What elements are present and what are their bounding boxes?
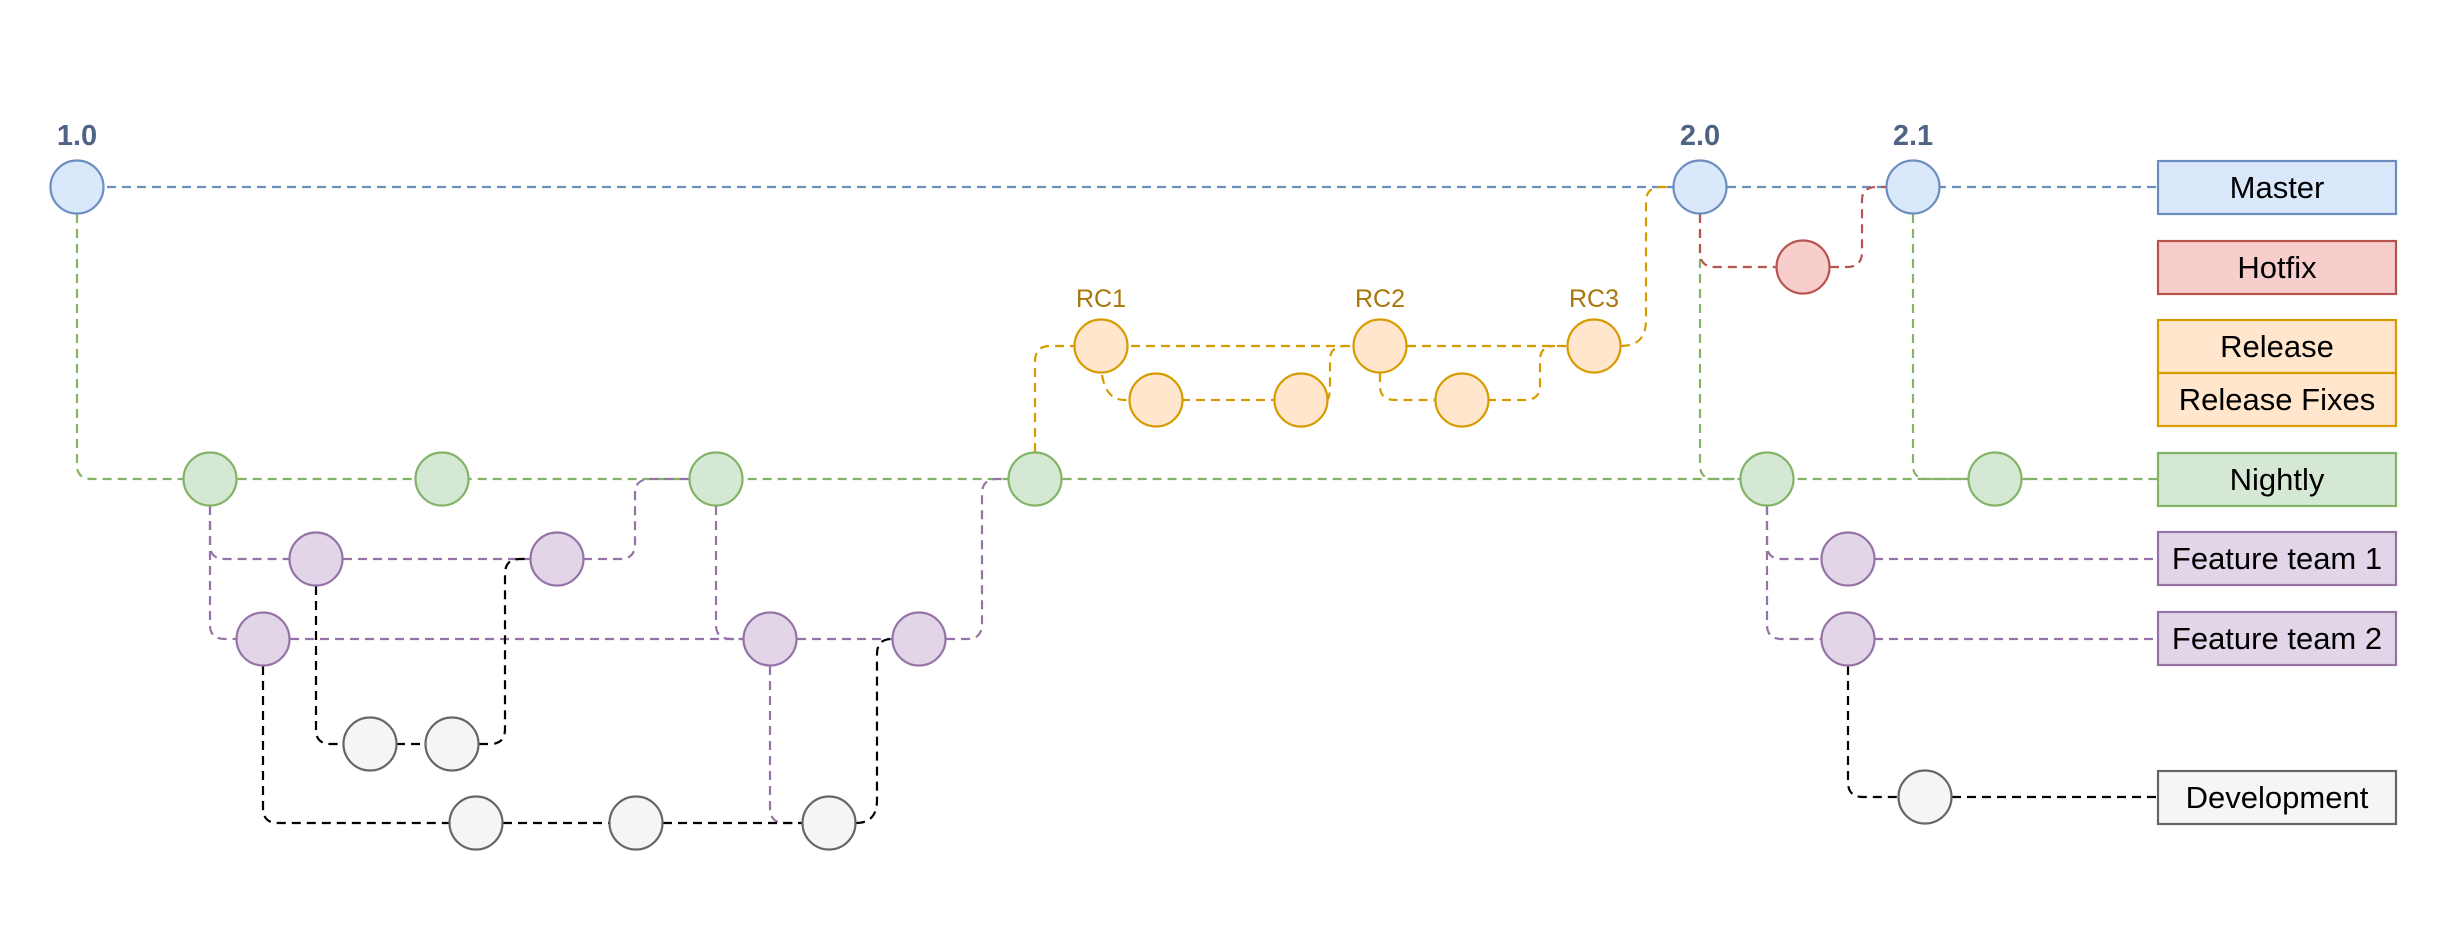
legend-development[interactable]	[2158, 771, 2396, 824]
development-commit[interactable]	[1899, 771, 1952, 824]
hotfix-commit[interactable]	[1777, 241, 1830, 294]
feature-team-2-commit[interactable]	[744, 613, 797, 666]
legend-feature-team-2-label: Feature team 2	[2171, 621, 2383, 656]
feature-team-2-commit[interactable]	[1822, 613, 1875, 666]
version-label-2-0: 2.0	[1679, 120, 1721, 152]
legend-nightly[interactable]	[2158, 453, 2396, 506]
legend-release-fixes-label: Release Fixes	[2178, 382, 2376, 417]
development-commit[interactable]	[344, 718, 397, 771]
nightly-commit[interactable]	[416, 453, 469, 506]
master-commit-1-0[interactable]	[51, 161, 104, 214]
release-to-master-line	[1621, 187, 1673, 346]
nightly-to-feature-team-2-line	[716, 506, 744, 639]
master-commit-2-0[interactable]	[1674, 161, 1727, 214]
legend-development-label: Development	[2185, 780, 2369, 815]
legend-feature-team-1[interactable]	[2158, 532, 2396, 585]
feature-team-1-commit[interactable]	[531, 533, 584, 586]
feature-team-1-commit[interactable]	[1822, 533, 1875, 586]
development-commit[interactable]	[450, 797, 503, 850]
development-commit[interactable]	[610, 797, 663, 850]
v2-0-to-nightly-line	[1700, 214, 1740, 479]
development-line-1	[316, 559, 530, 744]
release-fix-commit[interactable]	[1275, 374, 1328, 427]
nightly-commit[interactable]	[1009, 453, 1062, 506]
feature-team-2-commit[interactable]	[893, 613, 946, 666]
legend-release-fixes[interactable]	[2158, 373, 2396, 426]
commits	[51, 161, 2022, 850]
release-commit-rc2[interactable]	[1354, 320, 1407, 373]
release-commit-rc3[interactable]	[1568, 320, 1621, 373]
version-label-1-0: 1.0	[56, 120, 98, 152]
master-commit-2-1[interactable]	[1887, 161, 1940, 214]
legend-master-label: Master	[2229, 170, 2325, 205]
legend-nightly-label: Nightly	[2229, 462, 2325, 497]
development-commit[interactable]	[803, 797, 856, 850]
tag-labels	[57, 120, 1933, 313]
v2-1-to-nightly-line	[1913, 214, 2158, 479]
rc-label-2: RC2	[1354, 285, 1406, 313]
release-commit-rc1[interactable]	[1075, 320, 1128, 373]
legend-hotfix-label: Hotfix	[2237, 250, 2317, 285]
rc-label-1: RC1	[1075, 285, 1127, 313]
release-start-line	[1035, 346, 1075, 452]
release-fix-commit[interactable]	[1130, 374, 1183, 427]
nightly-commit[interactable]	[690, 453, 743, 506]
legend-feature-team-1-label: Feature team 1	[2171, 541, 2383, 576]
nightly-commit[interactable]	[1741, 453, 1794, 506]
nightly-commit[interactable]	[184, 453, 237, 506]
legend-master[interactable]	[2158, 161, 2396, 214]
development-commit[interactable]	[426, 718, 479, 771]
legend-release[interactable]	[2158, 320, 2396, 373]
legend	[2158, 161, 2396, 824]
feature-team-2-commit[interactable]	[237, 613, 290, 666]
release-fix-commit[interactable]	[1436, 374, 1489, 427]
development-line-3	[1848, 666, 2158, 797]
nightly-commit[interactable]	[1969, 453, 2022, 506]
feature-team-2-to-dev-line	[770, 666, 803, 823]
rc-label-3: RC3	[1568, 285, 1620, 313]
legend-hotfix[interactable]	[2158, 241, 2396, 294]
version-label-2-1: 2.1	[1892, 120, 1934, 152]
legend-release-label: Release	[2220, 329, 2334, 364]
feature-team-1-commit[interactable]	[290, 533, 343, 586]
legend-feature-team-2[interactable]	[2158, 612, 2396, 665]
